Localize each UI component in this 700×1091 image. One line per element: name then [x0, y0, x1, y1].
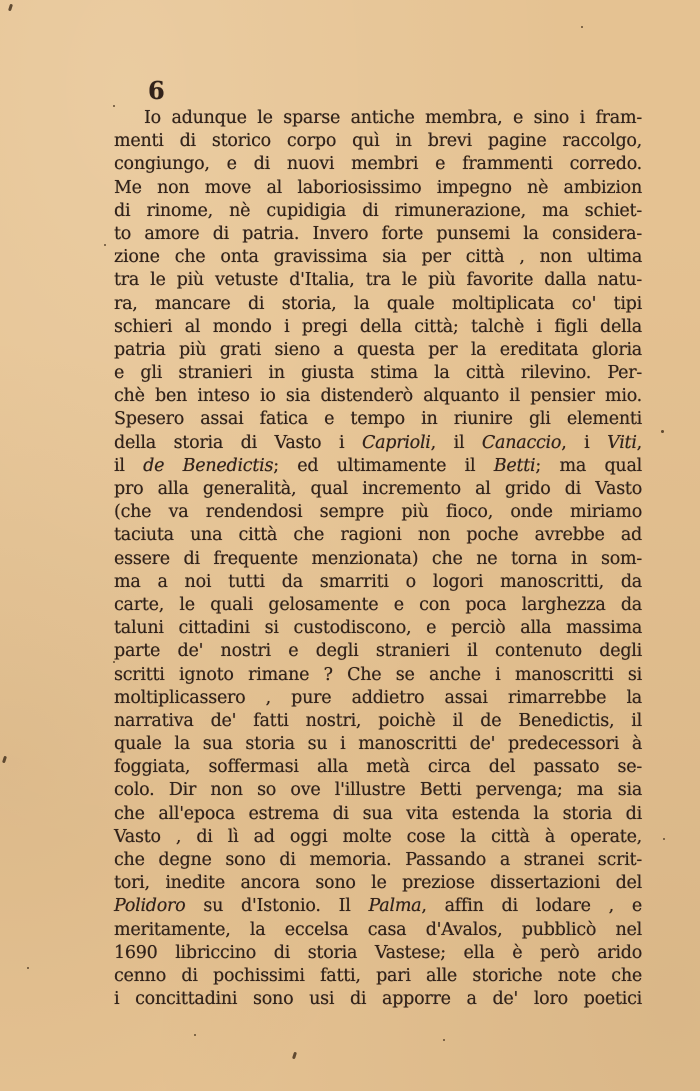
text-line: carte, le quali gelosamente e con poca larghezza da — [114, 594, 642, 615]
text-line: moltiplicassero , pure addietro assai rimarrebbe la — [114, 687, 642, 708]
text-line: Io adunque le sparse antiche membra, e sino i fram- — [144, 108, 642, 128]
text-line: della storia di Vasto i Caprioli, il Canaccio, i Viti, — [114, 432, 642, 453]
text-line: quale la sua storia su i manoscritti de' predecessori à — [114, 734, 642, 755]
text-line: Me non move al laboriosissimo impegno nè ambizion — [114, 177, 642, 198]
text-line: pro alla generalità, qual incremento al grido di Vasto — [114, 479, 642, 499]
text-line: foggiata, soffermasi alla metà circa del passato se- — [114, 757, 642, 778]
ink-speck — [2, 756, 7, 764]
text-line: e gli stranieri in giusta stima la città rilevino. Per- — [114, 363, 642, 384]
page-number: 6 — [148, 76, 165, 105]
text-line: colo. Dir non so ove l'illustre Betti pervenga; ma sia — [114, 780, 642, 801]
ink-speck — [581, 26, 583, 28]
text-line: to amore di patria. Invero forte punsemi la considera- — [114, 223, 642, 244]
text-line: taluni cittadini si custodiscono, e perciò alla massima — [114, 618, 642, 639]
text-line: 1690 libriccino di storia Vastese; ella è però arido — [114, 942, 642, 963]
ink-speck — [8, 4, 13, 12]
text-line: che all'epoca estrema di sua vita estenda la storia di — [114, 803, 642, 824]
ink-speck — [661, 430, 664, 433]
ink-speck — [292, 1052, 297, 1060]
text-line: (che va rendendosi sempre più fioco, onde miriamo — [114, 502, 642, 523]
text-line: che degne sono di memoria. Passando a stranei scrit- — [114, 850, 642, 870]
text-line: ra, mancare di storia, la quale moltiplicata co' tipi — [114, 293, 642, 314]
text-line: ma a noi tutti da smarriti o logori manoscritti, da — [114, 571, 642, 592]
text-line: Spesero assai fatica e tempo in riunire gli elementi — [114, 409, 642, 430]
text-line: menti di storico corpo quì in brevi pagine raccolgo, — [114, 131, 642, 152]
text-line: narrativa de' fatti nostri, poichè il de Benedictis, il — [114, 710, 642, 731]
ink-speck — [443, 1039, 445, 1041]
text-line: zione che onta gravissima sia per città , non ultima — [114, 247, 642, 268]
ink-speck — [663, 838, 665, 840]
text-line: tori, inedite ancora sono le preziose dissertazioni del — [114, 873, 642, 894]
text-line: di rinome, nè cupidigia di rimunerazione, ma schiet- — [114, 200, 642, 221]
text-line: Vasto , di lì ad oggi molte cose la città à operate, — [114, 826, 642, 847]
text-line: schieri al mondo i pregi della città; talchè i figli della — [114, 316, 642, 337]
ink-speck — [113, 661, 115, 663]
text-line: il de Benedictis; ed ultimamente il Betti; ma qual — [114, 455, 642, 476]
text-line: tra le più vetuste d'Italia, tra le più favorite dalla natu- — [114, 270, 642, 291]
text-line: taciuta una città che ragioni non poche avrebbe ad — [114, 525, 642, 546]
text-line: congiungo, e di nuovi membri e frammenti corredo. — [114, 154, 642, 175]
text-line: meritamente, la eccelsa casa d'Avalos, pubblicò nel — [114, 919, 642, 940]
text-line: essere di frequente menzionata) che ne torna in som- — [114, 548, 642, 569]
ink-speck — [194, 1034, 196, 1036]
text-line: patria più grati sieno a questa per la ereditata gloria — [114, 339, 642, 360]
page-text — [114, 107, 642, 1011]
text-line: i concittadini sono usi di apporre a de' loro poetici — [114, 989, 642, 1010]
text-line: scritti ignoto rimane ? Che se anche i manoscritti si — [114, 664, 642, 685]
text-line: parte de' nostri e degli stranieri il contenuto degli — [114, 641, 642, 662]
ink-speck — [27, 967, 29, 969]
text-line: cenno di pochissimi fatti, pari alle storiche note che — [114, 965, 642, 986]
text-line: chè ben inteso io sia distenderò alquanto il pensier mio. — [114, 386, 642, 407]
ink-speck — [113, 105, 115, 107]
text-line: Polidoro su d'Istonio. Il Palma, affin di lodare , e — [114, 896, 642, 917]
ink-speck — [104, 244, 106, 246]
